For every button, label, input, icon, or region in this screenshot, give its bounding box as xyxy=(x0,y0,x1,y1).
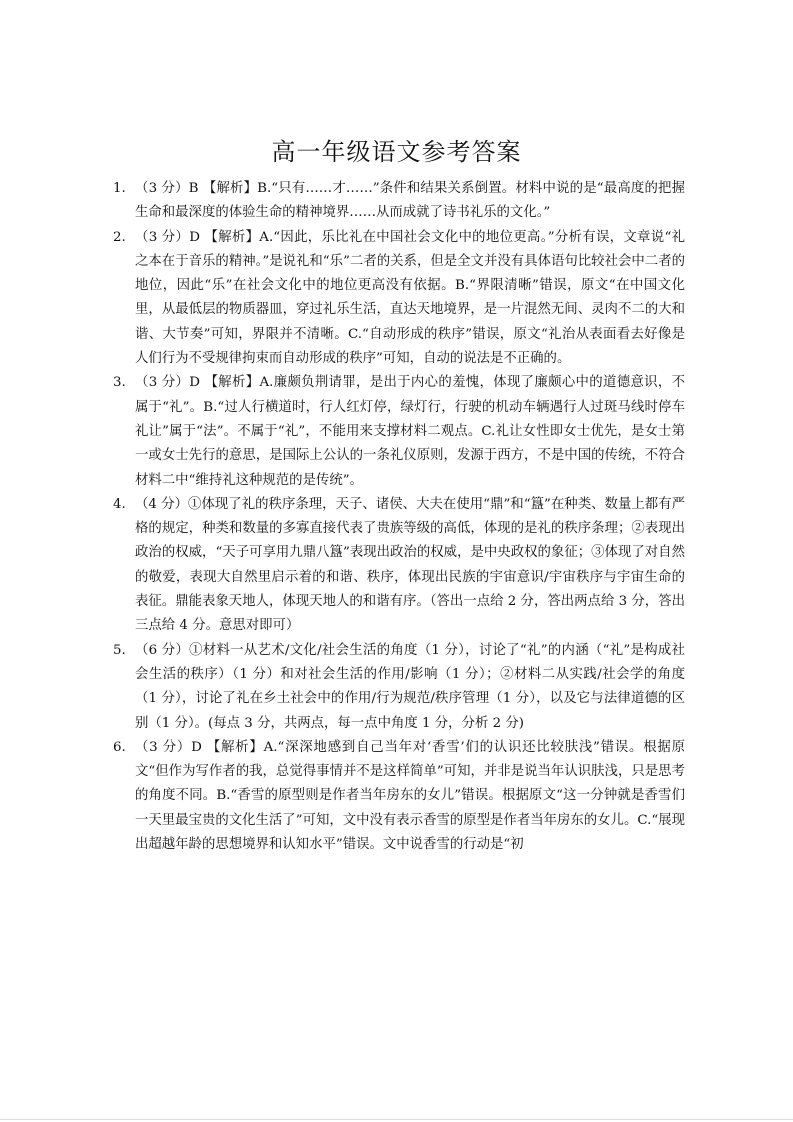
page-bottom-divider xyxy=(0,1119,793,1120)
answer-item-6 xyxy=(113,736,685,857)
answer-item-5 xyxy=(113,639,685,736)
answer-item-3 xyxy=(113,371,685,492)
answer-text: （3 分）B 【解析】B.“只有……才……”条件和结果关系倒置。材料中说的是“最高度的把握生命和最深度的体验生命的精神境界……从而成就了诗书礼乐的文化。” xyxy=(135,181,685,221)
answer-text: （3 分）D 【解析】A.“深深地感到自己当年对‘香雪’们的认识还比较肤浅”错误。根据原文“但作为写作者的我，总觉得事情并不是这样简单”可知，并非是说当年认识肤浅，只是思考的角度不同。B.“香雪的原型则是作者当年房东的女儿”错误。根据原文“这一分钟就是香雪们一天里最宝贵的文化生活了”可知，文中没有表示香雪的原型是作者当年房东的女儿。C.“展现出超越年龄的思想境界和认知水平”错误。文中说香雪的行动是“初 xyxy=(135,739,685,853)
answer-text: （3 分）D 【解析】A.“因此，乐比礼在中国社会文化中的地位更高。”分析有误，文章说“礼之本在于音乐的精神。”是说礼和“乐”二者的关系，但是全文并没有具体语句比较社会中二者的地位，因此“乐”在社会文化中的地位更高没有依据。B.“界限清晰”错误，原文“在中国文化里，从最低层的物质器皿，穿过礼乐生活，直达天地境界，是一片混然无间、灵肉不二的大和谐、大节奏”可知，界限并不清晰。C.“自动形成的秩序”错误，原文“礼治从表面看去好像是人们行为不受规律拘束而自动形成的秩序”可知，自动的说法是不正确的。 xyxy=(135,229,685,367)
answer-number: 5. xyxy=(113,642,126,658)
answer-number: 6. xyxy=(113,739,126,755)
page-title: 高一年级语文参考答案 xyxy=(271,138,522,167)
answer-item-4 xyxy=(113,493,685,639)
answer-list xyxy=(113,177,685,857)
answer-text: （6 分）①材料一从艺术/文化/社会生活的角度（1 分），讨论了“礼”的内涵（“礼”是构成社会生活的秩序）（1 分）和对社会生活的作用/影响（1 分）；②材料二从实践/社会学的角度（1 分），讨论了礼在乡土社会中的作用/行为规范/秩序管理（1 分），以及它与法律道德的区别（1 分）。(每点 3 分，共两点，每一点中角度 1 分，分析 2 分) xyxy=(135,642,685,731)
answer-text: （3 分）D 【解析】A.廉颇负荆请罪，是出于内心的羞愧，体现了廉颇心中的道德意识，不属于“礼”。B.“过人行横道时，行人红灯停，绿灯行，行驶的机动车辆遇行人过斑马线时停车礼让”属于“法”。不属于“礼”，不能用来支撑材料二观点。C.礼让女性即女士优先，是女士第一或女士先行的意思，是国际上公认的一条礼仪原则，发源于西方，不是中国的传统，不符合材料二中“维持礼这种规范的是传统”。 xyxy=(135,375,685,488)
answer-number: 3. xyxy=(113,375,126,391)
answer-number: 4. xyxy=(113,496,126,512)
answer-text: （4 分）①体现了礼的秩序条理，天子、诸侯、大夫在使用“鼎”和“簋”在种类、数量上都有严格的规定，种类和数量的多寡直接代表了贵族等级的高低，体现的是礼的秩序条理；②表现出政治的权威，“天子可享用九鼎八簋”表现出政治的权威，是中央政权的象征；③体现了对自然的敬爱，表现大自然里启示着的和谐、秩序，体现出民族的宇宙意识/宇宙秩序与宇宙生命的表征。鼎能表象天地人，体现天地人的和谐有序。（答出一点给 2 分，答出两点给 3 分，答出三点给 4 分。意思对即可） xyxy=(135,496,685,634)
answer-number: 1. xyxy=(113,181,126,196)
answer-item-2 xyxy=(113,226,685,372)
answer-number: 2. xyxy=(113,229,126,245)
answer-item-1 xyxy=(113,177,685,226)
